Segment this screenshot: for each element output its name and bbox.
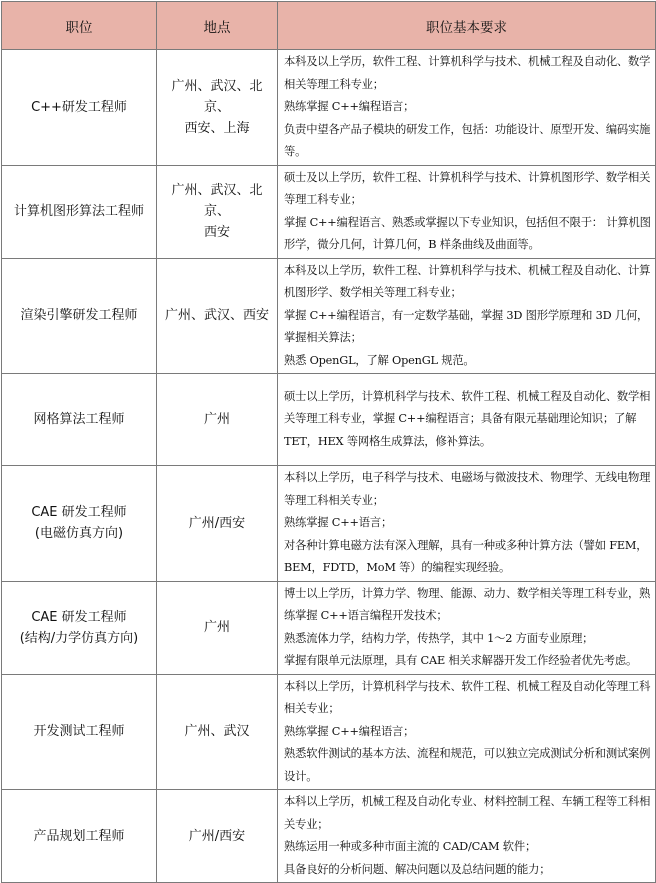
location-text: 西安、上海 [184,120,250,136]
requirement-line: 掌握有限单元法原理，具有 CAE 相关求解器开发工作经验者优先考虑。 [284,654,638,667]
location-cell [157,466,278,582]
requirement-line: 熟练掌握 C++编程语言； [284,724,415,738]
position-cell [2,374,157,466]
requirement-line: 掌握 C++编程语言、熟悉或掌握以下专业知识，包括但不限于： 计算机图形学，微分几何，计算几何，B 样条曲线及曲面等。 [284,215,651,251]
location-text: 广州/西安 [188,828,246,844]
position-title: CAE 研发工程师 [31,609,127,625]
location-text: 广州 [203,620,230,635]
table-row [2,466,656,582]
position-subtitle: (电磁仿真方向) [34,526,124,542]
header-position: 职位 [2,2,157,50]
position-title: 网格算法工程师 [33,412,125,427]
position-cell [2,50,157,166]
requirement-line: 熟悉 OpenGL，了解 OpenGL 规范。 [284,353,475,367]
position-title: 产品规划工程师 [33,828,125,844]
position-title: 计算机图形算法工程师 [13,204,144,219]
table-header-row [2,2,656,50]
location-text: 广州、武汉、西安 [164,308,269,324]
requirements-cell [278,165,656,258]
requirement-line: 本科以上学历，计算机科学与技术、软件工程、机械工程及自动化等理工科相关专业； [284,679,651,715]
location-cell [157,674,278,790]
position-cell [2,165,157,258]
requirement-line: 硕士及以上学历，软件工程、计算机科学与技术、计算机图形学、数学相关等理工科专业； [284,170,651,206]
requirements-cell [278,674,656,790]
location-text: 广州 [203,412,230,427]
requirements-cell [278,258,656,374]
requirement-line: 熟悉流体力学，结构力学，传热学，其中 1～2 方面专业原理； [284,631,594,645]
requirement-line: 熟练掌握 C++编程语言； [284,100,415,113]
position-title: 渲染引擎研发工程师 [20,308,138,324]
requirement-line: 本科及以上学历，软件工程、计算机科学与技术、机械工程及自动化、计算机图形学、数学相关等理工科专业； [284,263,651,299]
requirement-line: 熟练掌握 C++语言； [284,516,393,529]
header-location: 地点 [157,2,278,50]
location-text: 广州、武汉、北京、 [171,78,263,115]
location-cell [157,581,278,674]
requirements-cell [278,790,656,883]
location-text: 广州、武汉、北京、 [171,183,263,219]
requirement-line: 本科及以上学历，软件工程、计算机科学与技术、机械工程及自动化、数学相关等理工科专业； [284,55,651,91]
position-cell [2,581,157,674]
table-row [2,50,656,166]
position-cell [2,790,157,883]
requirement-line: 熟练运用一种或多种市面主流的 CAD/CAM 软件； [284,840,537,853]
location-cell [157,790,278,883]
job-requirements-table [1,1,656,883]
requirements-cell [278,581,656,674]
requirement-line: 本科以上学历，机械工程及自动化专业、材料控制工程、车辆工程等工科相关专业； [284,795,651,831]
requirement-line: 掌握 C++编程语言，有一定数学基础，掌握 3D 图形学原理和 3D 几何，掌握相关算法； [284,308,649,344]
location-cell [157,165,278,258]
table-row [2,581,656,674]
table-row [2,258,656,374]
table-row [2,165,656,258]
requirement-line: 对各种计算电磁方法有深入理解，具有一种或多种计算方法（譬如 FEM，BEM，FDTD，MoM 等）的编程实现经验。 [284,538,648,574]
table-row [2,790,656,883]
table-row [2,374,656,466]
position-title: C++研发工程师 [31,99,127,115]
location-text: 广州、武汉 [184,724,250,740]
position-title: 开发测试工程师 [33,724,125,740]
table-row [2,674,656,790]
location-text: 西安 [203,225,230,240]
requirement-line: 本科以上学历，电子科学与技术、电磁场与微波技术、物理学、无线电物理等理工科相关专业； [284,471,651,507]
location-cell [157,374,278,466]
position-title: CAE 研发工程师 [31,505,127,521]
requirements-cell [278,374,656,466]
position-subtitle: (结构/力学仿真方向) [19,630,139,646]
requirement-line: 博士以上学历，计算力学、物理、能源、动力、数学相关等理工科专业，熟练掌握 C++语言编程开发技术； [284,586,651,622]
location-text: 广州/西安 [188,515,246,531]
requirement-line: 负责中望各产品子模块的研发工作，包括：功能设计、原型开发、编码实施等。 [284,122,651,158]
requirements-cell [278,50,656,166]
header-requirements: 职位基本要求 [278,2,656,50]
requirement-line: 具备良好的分析问题、解决问题以及总结问题的能力； [284,862,551,876]
position-cell [2,466,157,582]
location-cell [157,258,278,374]
requirements-cell [278,466,656,582]
requirement-line: 硕士以上学历，计算机科学与技术、软件工程、机械工程及自动化、数学相关等理工科专业，掌握 C++编程语言；具备有限元基础理论知识；了解 TET，HEX 等网格生成算法，修补算法。 [284,389,651,448]
location-cell [157,50,278,166]
requirement-line: 熟悉软件测试的基本方法、流程和规范，可以独立完成测试分析和测试案例设计。 [284,747,651,783]
position-cell [2,674,157,790]
position-cell [2,258,157,374]
